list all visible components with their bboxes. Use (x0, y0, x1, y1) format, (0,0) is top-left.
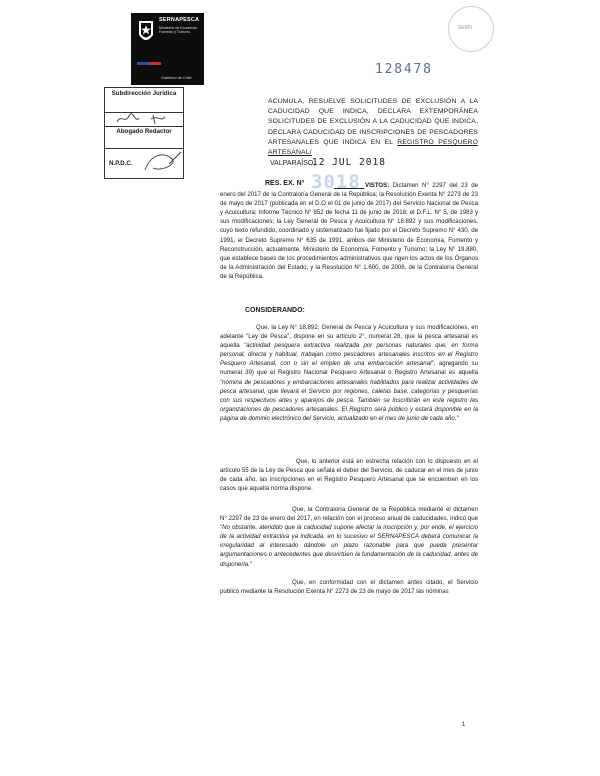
vistos-text: Dictamen N° 2297 del 23 de enero del 2017 de la Contraloría General de la República; la Resolución Exenta N° 2273 de 23 de mayo de 2017 (publicada en el D.O el 01 de junio de 2017) del Servicio Nacional de Pesca y Acuicultura; Informe Técnico N° 852 de fecha 11 de junio de 2018; el D.F.L. N° 5, de 1983 y sus modificaciones; la Ley General de Pesca y Acuicultura N° 18.892 y sus modificaciones, cuyo texto refundido, coordinado y sistematizado fue fijado por el Decreto Supremo N° 430, de 1991, el Decreto Supremo N° 635 de 1991, ambos del Ministerio de Economía, Fomento y Reconstrucción, actualmente, Ministerio de Economía, Fomento y Turismo; la Ley N° 19.880, que establece bases de los procedimientos administrativos que rigen los actos de los Órganos de la Administración del Estado, y la Resolución N° 1.600, de 2008, de la Contraloría General de la República. (220, 182, 478, 280)
resolution-number: 3018 (311, 171, 361, 193)
reception-stamp (448, 6, 494, 52)
considerando-title: CONSIDERANDO: (245, 307, 305, 314)
place-date (270, 157, 386, 168)
p1-part-c: , agregando su numeral 39) que el Registro Nacional Pesquero Artesanal o Registro Artesanal es aquella (220, 360, 478, 377)
routing-row-signatures (105, 111, 183, 127)
heading-text: ACUMULA, RESUELVE SOLICITUDES DE EXCLUSIÓN A LA CADUCIDAD QUE INDICA, DECLARA EXTEMPORÁNEA SOLICITUDES DE EXCLUSIÓN A LA CADUCIDAD QUE INDICA, DECLARA CADUCIDAD DE INSCRIPCIONES DE PESCADORES ARTESANALES QUE INDICA EN EL (268, 98, 478, 146)
p3-quote: "No obstante, atendido que la caducidad supone afectar la inscripción y, por ende, el ejercicio de la actividad extractiva ya indicada, en lo sucesivo el SERNAPESCA deberá comunicar la irregularidad al interesado dándole un plazo razonable para que pueda presentar argumentaciones o antecedentes que desvirtúen la fundamentación de la caducidad, antes de disponerla." (220, 524, 478, 568)
document-number: 128478 (375, 62, 433, 77)
brand-ministry: Ministerio de Economía, Fomento y Turismo (159, 26, 198, 35)
p1-quote-2: "nómina de pescadores y embarcaciones artesanales habilitados para realizar actividades de pesca artesanal, que llevará el Servicio por regiones, caletas base, categorías y pesquerías con sus respectivos artes y aparejos de pesca. También se inscribirán en este registro las organizaciones de pescadores artesanales. El Registro será público y estará disponible en la página de dominio electrónico del Servicio, actualizado en el mes de junio de cada año." (220, 378, 478, 422)
date-stamp: 12 JUL 2018 (312, 157, 386, 168)
routing-row-legal: Subdirección Jurídica (105, 88, 183, 113)
p1-quote-1: "actividad pesquera extractiva realizada por personas naturales que, en forma personal, directa y habitual, trabajan como pescadores artesanales inscritos en el Registro Pesquero Artesanal, con o sin el empleo de una embarcación artesanal" (220, 342, 478, 368)
routing-row-npdc: N.P.D.C. (109, 160, 133, 167)
considerando-paragraph-2: Que, lo anterior está en estrecha relación con lo dispuesto en el artículo 55 de la Ley de Pesca que señala el deber del Servicio, de caducar en el mes de junio de cada año, las inscripciones en el Registro Pesquero Artesanal que se encuentren en los casos que aquella norma dispone. (220, 458, 478, 493)
flag-stripe (137, 52, 161, 55)
considerando-paragraph-3 (220, 505, 478, 569)
routing-row-drafter: Abogado Redactor (105, 126, 183, 149)
resolution-heading (268, 97, 478, 158)
initials-signature (115, 112, 173, 126)
routing-box (104, 87, 184, 179)
p1-part-a: Que, la Ley N° 18.892, General de Pesca y Acuicultura y sus modificaciones, en adelante "Ley de Pesca", dispone en su artículo 2°, numeral 28, que la pesca artesanal es aquella (220, 324, 478, 350)
place: VALPARAÍSO, (270, 160, 316, 167)
sernapesca-logo (131, 13, 204, 85)
heading-underlined: REGISTRO PESQUERO ARTESANAL/ (268, 138, 479, 157)
vistos-lead: VISTOS: (365, 182, 390, 189)
government-label: Gobierno de Chile (161, 76, 192, 80)
coat-of-arms-icon (138, 19, 154, 47)
page-number: 1 (462, 722, 466, 728)
vistos-paragraph (220, 181, 478, 281)
considerando-paragraph-4: Que, en conformidad con el dictamen antes citado, el Servicio publicó mediante la Resolución Exenta N° 2273 de 23 de mayo de 2017 las nóminas (220, 579, 478, 596)
drafter-signature (141, 150, 183, 176)
resolution-label: RES. EX. Nº (265, 180, 305, 187)
considerando-paragraph-1 (220, 323, 478, 423)
p3-part-a: Que, la Contraloría General de la República mediante el dictamen N° 2297 de 23 de enero del 2017, en relación con el proceso anual de caducidades, indicó que (220, 506, 478, 523)
stamp-text: SERN (458, 25, 472, 31)
brand-name: SERNAPESCA (159, 17, 200, 23)
